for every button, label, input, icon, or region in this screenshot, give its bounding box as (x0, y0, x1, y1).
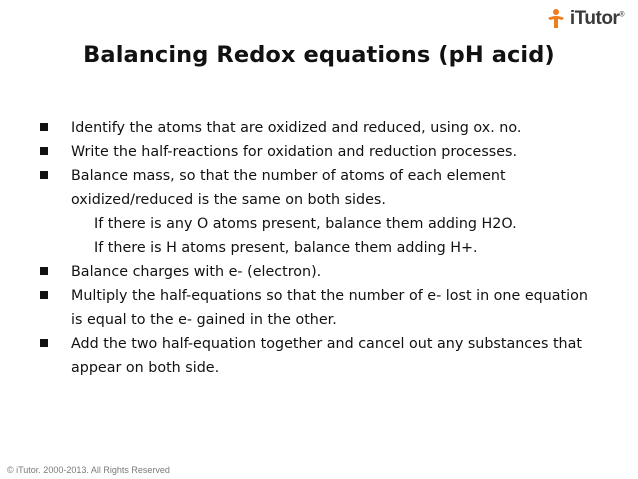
bullet-list (0, 116, 638, 380)
bullet-item (0, 164, 638, 212)
sub-item (0, 212, 638, 236)
bullet-square-icon (40, 339, 48, 347)
itutor-logo (545, 8, 624, 30)
bullet-item (0, 284, 638, 332)
bullet-text: Balance mass, so that the number of atoms of each element oxidized/reduced is the same on both sides. (71, 168, 506, 208)
sub-item (0, 236, 638, 260)
bullet-text: Write the half-reactions for oxidation and reduction processes. (71, 144, 518, 160)
logo-text: iTutor® (569, 8, 624, 29)
itutor-figure-icon (545, 8, 567, 30)
bullet-item (0, 140, 638, 164)
bullet-square-icon (40, 291, 48, 299)
bullet-text: Identify the atoms that are oxidized and reduced, using ox. no. (71, 120, 522, 136)
bullet-text: Add the two half-equation together and cancel out any substances that appear on both side. (71, 336, 582, 376)
bullet-item (0, 116, 638, 140)
bullet-square-icon (40, 123, 48, 131)
bullet-square-icon (40, 147, 48, 155)
slide-title: Balancing Redox equations (pH acid) (83, 42, 555, 68)
logo-registered-mark: ® (619, 11, 624, 19)
bullet-text: Balance charges with e- (electron). (71, 264, 322, 280)
bullet-item (0, 260, 638, 284)
sub-item-text: If there is H atoms present, balance them adding H+. (94, 240, 478, 256)
copyright-footer: © iTutor. 2000-2013. All Rights Reserved (7, 465, 170, 475)
bullet-square-icon (40, 171, 48, 179)
sub-item-text: If there is any O atoms present, balance them adding H2O. (94, 216, 517, 232)
bullet-text: Multiply the half-equations so that the number of e- lost in one equation is equal to the e- gained in the other. (71, 288, 588, 328)
bullet-square-icon (40, 267, 48, 275)
bullet-item (0, 332, 638, 380)
